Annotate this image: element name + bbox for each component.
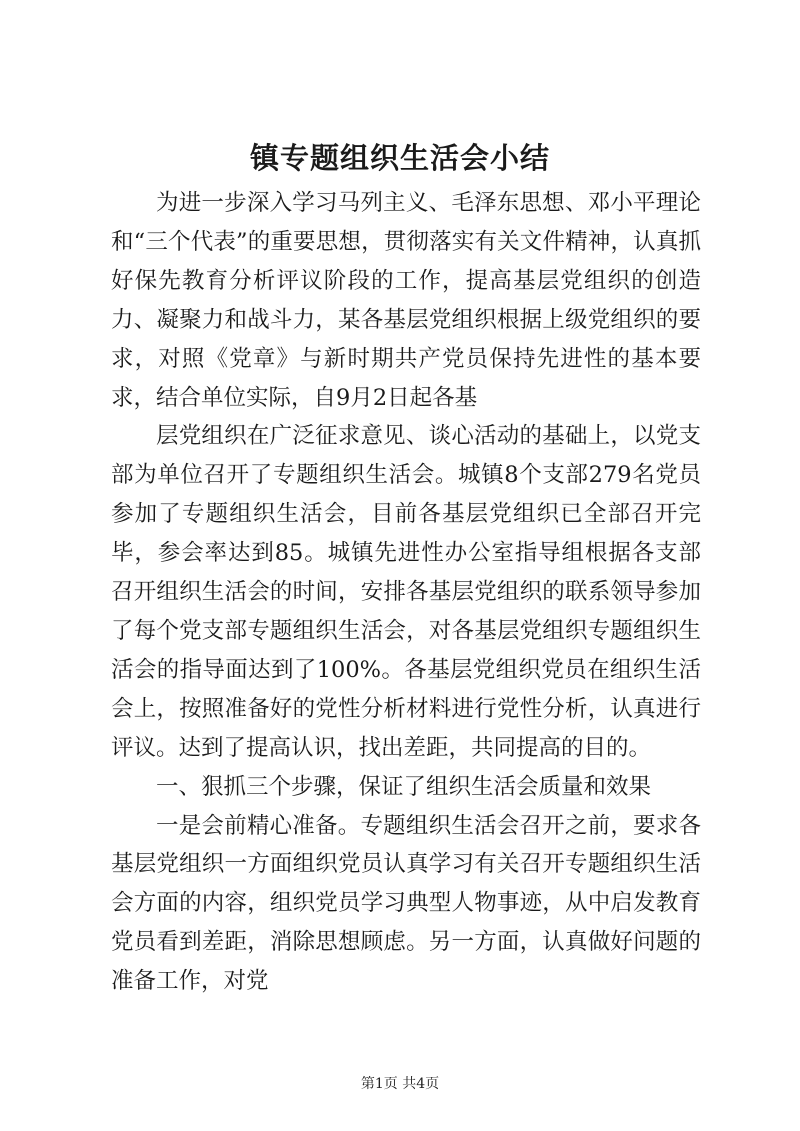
- paragraph-intro: 为进一步深入学习马列主义、毛泽东思想、邓小平理论和“三个代表”的重要思想，贯彻落实有关文件精神，认真抓好保先教育分析评议阶段的工作，提高基层党组织的创造力、凝聚力和战斗力，某各基层党组织根据上级党组织的要求，对照《党章》与新时期共产党员保持先进性的基本要求，结合单位实际，自9月2日起各基: [111, 190, 701, 411]
- section-heading: 一、狠抓三个步骤，保证了组织生活会质量和效果: [156, 773, 652, 800]
- document-body: [111, 184, 701, 1001]
- page-number-footer: 第1页 共4页: [360, 1076, 440, 1092]
- paragraph-preparation: 一是会前精心准备。专题组织生活会召开之前，要求各基层党组织一方面组织党员认真学习有关召开专题组织生活会方面的内容，组织党员学习典型人物事迹，从中启发教育党员看到差距，消除思想顾虑。另一方面，认真做好问题的准备工作，对党: [111, 812, 701, 995]
- document-title: 镇专题组织生活会小结: [249, 141, 550, 175]
- paragraph-meeting-summary: 层党组织在广泛征求意见、谈心活动的基础上，以党支部为单位召开了专题组织生活会。城镇8个支部279名党员参加了专题组织生活会，目前各基层党组织已全部召开完毕，参会率达到85。城镇先进性办公室指导组根据各支部召开组织生活会的时间，安排各基层党组织的联系领导参加了每个党支部专题组织生活会，对各基层党组织专题组织生活会的指导面达到了100%。各基层党组织党员在组织生活会上，按照准备好的党性分析材料进行党性分析，认真进行评议。达到了提高认识，找出差距，共同提高的目的。: [111, 423, 701, 761]
